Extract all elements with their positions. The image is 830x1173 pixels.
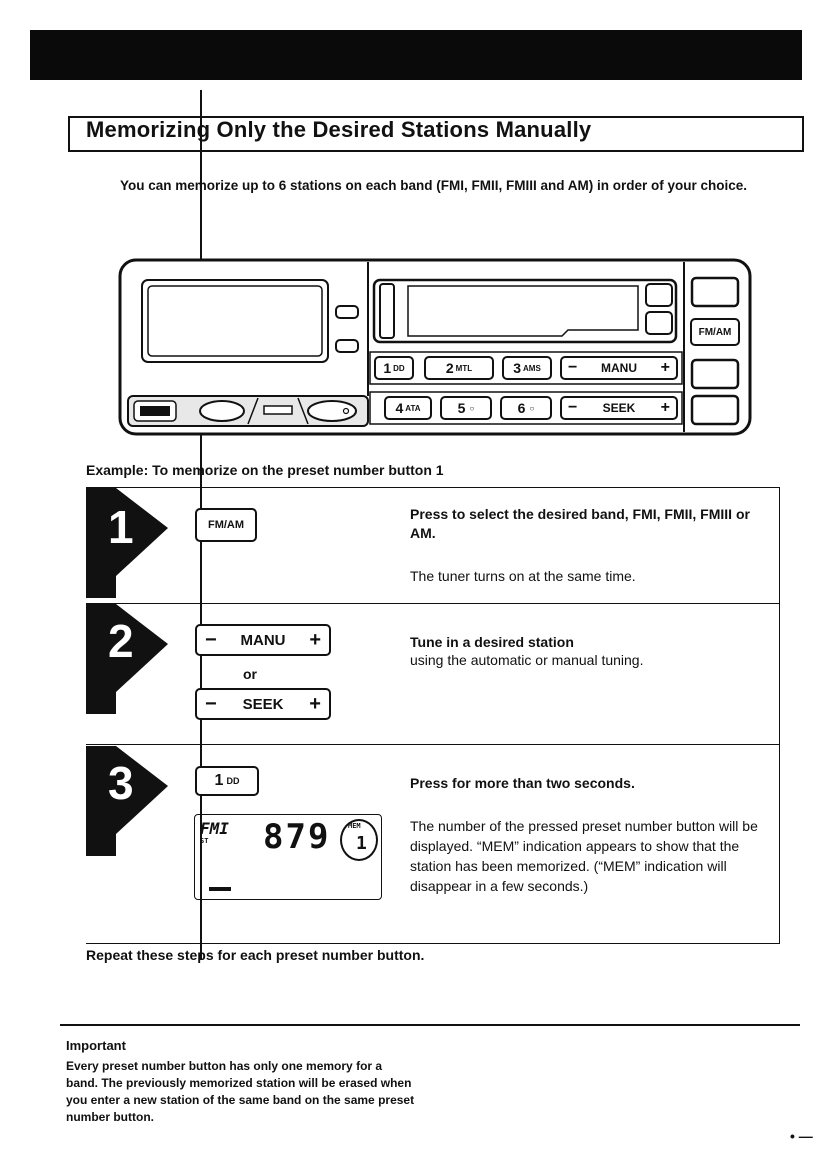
fmam-button[interactable]: FM/AM xyxy=(195,508,257,542)
mem-indicator: MEM 1 xyxy=(340,819,378,861)
plus-icon: + xyxy=(660,399,670,416)
plus-icon: + xyxy=(309,692,321,715)
manu-rocker-button[interactable]: − MANU + xyxy=(560,356,678,380)
or-label: or xyxy=(243,666,257,682)
example-text: Example: To memorize on the preset number button 1 xyxy=(86,462,444,478)
step-1-badge: 1 xyxy=(86,488,168,598)
page-title: Memorizing Only the Desired Stations Manually xyxy=(86,117,592,142)
seek-rocker-button[interactable]: − SEEK + xyxy=(560,396,678,420)
plus-icon: + xyxy=(660,359,670,376)
step-3-heading: Press for more than two seconds. xyxy=(410,775,635,791)
step-3-text: The number of the pressed preset number button will be displayed. “MEM” indication appears to show that the station has been memorized. (“MEM” indication will disappear in a few seconds.) xyxy=(410,818,758,894)
repeat-text: Repeat these steps for each preset number button. xyxy=(86,947,425,963)
preset-button-1[interactable]: 1 DD xyxy=(195,766,259,796)
step-2-heading: Tune in a desired station xyxy=(410,634,574,650)
level-indicator xyxy=(209,887,231,891)
minus-icon: − xyxy=(205,692,217,715)
step-3-badge: 3 xyxy=(86,746,168,856)
step-divider xyxy=(86,603,780,604)
preset-button-1[interactable]: 1 DD xyxy=(374,356,414,380)
step-2-text: using the automatic or manual tuning. xyxy=(410,652,644,668)
manu-button[interactable]: − MANU + xyxy=(195,624,331,656)
step-1-text: The tuner turns on at the same time. xyxy=(410,568,636,584)
fmam-button[interactable]: FM/AM xyxy=(690,318,740,346)
preset-button-2[interactable]: 2 MTL xyxy=(424,356,494,380)
car-stereo-illustration xyxy=(118,256,754,438)
step-2-badge: 2 xyxy=(86,604,168,714)
preset-button-4[interactable]: 4 ATA xyxy=(384,396,432,420)
page-mark: • — xyxy=(790,1128,813,1144)
minus-icon: − xyxy=(568,399,578,416)
important-text: Every preset number button has only one memory for a band. The previously memorized station will be erased when you enter a new station of the same band on the same preset number button. xyxy=(66,1059,415,1124)
minus-icon: − xyxy=(205,628,217,651)
header-bar xyxy=(30,30,802,80)
preset-button-3[interactable]: 3 AMS xyxy=(502,356,552,380)
important-heading: Important xyxy=(66,1038,126,1053)
step-1-heading: Press to select the desired band, FMI, FMII, FMIII or AM. xyxy=(410,506,750,541)
intro-text: You can memorize up to 6 stations on each band (FMI, FMII, FMIII and AM) in order of your choice. xyxy=(120,178,748,193)
lcd-display xyxy=(194,814,382,900)
minus-icon: − xyxy=(568,359,578,376)
preset-button-6[interactable]: 6 ○ xyxy=(500,396,552,420)
band-indicator: FMI xyxy=(200,819,229,838)
frequency-readout: 879 xyxy=(263,817,331,857)
step-divider xyxy=(86,744,780,745)
preset-button-5[interactable]: 5 ○ xyxy=(440,396,492,420)
plus-icon: + xyxy=(309,628,321,651)
preset-number-readout: 1 xyxy=(356,833,367,854)
seek-button[interactable]: − SEEK + xyxy=(195,688,331,720)
divider xyxy=(60,1024,800,1026)
stereo-indicator: ST xyxy=(200,837,209,845)
